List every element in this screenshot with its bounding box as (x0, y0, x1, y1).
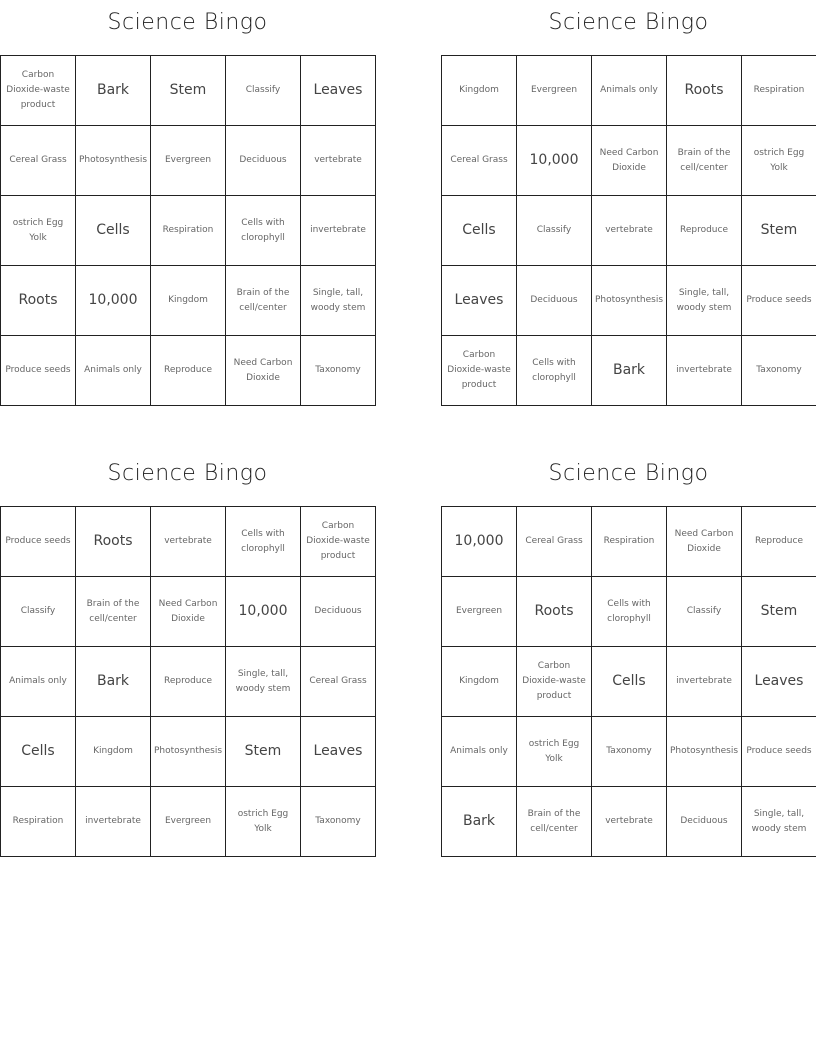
bingo-cell: Bark (442, 787, 517, 857)
bingo-cell: Cells (1, 717, 76, 787)
bingo-cell: Produce seeds (1, 507, 76, 577)
bingo-cell: vertebrate (592, 196, 667, 266)
bingo-cell: Photosynthesis (667, 717, 742, 787)
bingo-cell: invertebrate (76, 787, 151, 857)
bingo-cell: Cereal Grass (442, 126, 517, 196)
bingo-cell: Taxonomy (301, 336, 376, 406)
card-title: Science Bingo (548, 10, 709, 35)
bingo-cell: Reproduce (667, 196, 742, 266)
bingo-cell: Reproduce (151, 336, 226, 406)
bingo-cell: Single, tall, woody stem (301, 266, 376, 336)
bingo-cell: Carbon Dioxide-waste product (301, 507, 376, 577)
bingo-cell: Carbon Dioxide-waste product (517, 647, 592, 717)
bingo-cell: Deciduous (301, 577, 376, 647)
bingo-cell: Photosynthesis (151, 717, 226, 787)
bingo-cell: Reproduce (742, 507, 816, 577)
bingo-cell: Cells with clorophyll (226, 507, 301, 577)
bingo-cell: Kingdom (151, 266, 226, 336)
bingo-cell: Produce seeds (1, 336, 76, 406)
bingo-cell: Cereal Grass (517, 507, 592, 577)
bingo-cell: 10,000 (442, 507, 517, 577)
bingo-cell: Cells with clorophyll (517, 336, 592, 406)
bingo-cell: Classify (226, 56, 301, 126)
bingo-cell: ostrich Egg Yolk (517, 717, 592, 787)
bingo-cell: Bark (592, 336, 667, 406)
bingo-cell: Roots (667, 56, 742, 126)
bingo-cell: Brain of the cell/center (517, 787, 592, 857)
bingo-grid (441, 55, 816, 406)
bingo-cell: Evergreen (442, 577, 517, 647)
bingo-cell: Brain of the cell/center (226, 266, 301, 336)
bingo-cell: Respiration (1, 787, 76, 857)
bingo-cell: Roots (1, 266, 76, 336)
bingo-cell: Deciduous (667, 787, 742, 857)
bingo-cell: vertebrate (592, 787, 667, 857)
bingo-cell: Carbon Dioxide-waste product (442, 336, 517, 406)
bingo-cell: Stem (151, 56, 226, 126)
bingo-cell: vertebrate (301, 126, 376, 196)
bingo-cell: Stem (226, 717, 301, 787)
bingo-cell: Brain of the cell/center (76, 577, 151, 647)
bingo-cell: Kingdom (442, 56, 517, 126)
bingo-cell: Taxonomy (742, 336, 816, 406)
bingo-cell: Classify (517, 196, 592, 266)
bingo-cell: Single, tall, woody stem (226, 647, 301, 717)
bingo-cell: Cereal Grass (301, 647, 376, 717)
bingo-cell: Evergreen (151, 126, 226, 196)
bingo-cell: Produce seeds (742, 266, 816, 336)
bingo-cell: Evergreen (151, 787, 226, 857)
bingo-cell: Need Carbon Dioxide (592, 126, 667, 196)
bingo-cell: Kingdom (76, 717, 151, 787)
bingo-cell: Classify (667, 577, 742, 647)
bingo-cell: ostrich Egg Yolk (742, 126, 816, 196)
bingo-cell: Carbon Dioxide-waste product (1, 56, 76, 126)
bingo-cell: ostrich Egg Yolk (1, 196, 76, 266)
bingo-cell: Respiration (742, 56, 816, 126)
bingo-cell: Single, tall, woody stem (742, 787, 816, 857)
bingo-cell: Classify (1, 577, 76, 647)
bingo-cell: Need Carbon Dioxide (151, 577, 226, 647)
bingo-cell: Evergreen (517, 56, 592, 126)
bingo-cell: Animals only (592, 56, 667, 126)
bingo-cell: Stem (742, 196, 816, 266)
bingo-cell: Cells (592, 647, 667, 717)
bingo-cell: Stem (742, 577, 816, 647)
bingo-cell: Roots (76, 507, 151, 577)
bingo-cell: invertebrate (667, 647, 742, 717)
bingo-cell: Animals only (76, 336, 151, 406)
card-title: Science Bingo (107, 10, 268, 35)
bingo-cell: Respiration (592, 507, 667, 577)
bingo-cell: vertebrate (151, 507, 226, 577)
card-title: Science Bingo (107, 461, 268, 486)
bingo-cell: Produce seeds (742, 717, 816, 787)
bingo-cell: Deciduous (226, 126, 301, 196)
bingo-cell: Single, tall, woody stem (667, 266, 742, 336)
bingo-cell: Cereal Grass (1, 126, 76, 196)
card-title: Science Bingo (548, 461, 709, 486)
bingo-cell: 10,000 (226, 577, 301, 647)
bingo-cell: Leaves (301, 56, 376, 126)
bingo-cell: Cells (442, 196, 517, 266)
bingo-cell: Leaves (301, 717, 376, 787)
bingo-cell: Leaves (442, 266, 517, 336)
bingo-cell: Deciduous (517, 266, 592, 336)
bingo-cell: Respiration (151, 196, 226, 266)
bingo-cell: Roots (517, 577, 592, 647)
bingo-grid (0, 55, 376, 406)
bingo-grid (0, 506, 376, 857)
bingo-cell: Cells with clorophyll (592, 577, 667, 647)
bingo-cell: 10,000 (517, 126, 592, 196)
bingo-grid (441, 506, 816, 857)
bingo-cell: Cells (76, 196, 151, 266)
bingo-cell: Animals only (1, 647, 76, 717)
bingo-cell: Reproduce (151, 647, 226, 717)
bingo-cell: Taxonomy (592, 717, 667, 787)
bingo-cell: Need Carbon Dioxide (226, 336, 301, 406)
bingo-cell: Kingdom (442, 647, 517, 717)
bingo-cell: Animals only (442, 717, 517, 787)
bingo-cell: Bark (76, 647, 151, 717)
bingo-cell: Leaves (742, 647, 816, 717)
bingo-cell: Bark (76, 56, 151, 126)
bingo-cell: Taxonomy (301, 787, 376, 857)
bingo-cell: Cells with clorophyll (226, 196, 301, 266)
bingo-cell: invertebrate (301, 196, 376, 266)
bingo-cell: Photosynthesis (76, 126, 151, 196)
bingo-cell: 10,000 (76, 266, 151, 336)
bingo-cell: ostrich Egg Yolk (226, 787, 301, 857)
bingo-cell: Photosynthesis (592, 266, 667, 336)
bingo-cell: Brain of the cell/center (667, 126, 742, 196)
bingo-cell: invertebrate (667, 336, 742, 406)
bingo-cell: Need Carbon Dioxide (667, 507, 742, 577)
